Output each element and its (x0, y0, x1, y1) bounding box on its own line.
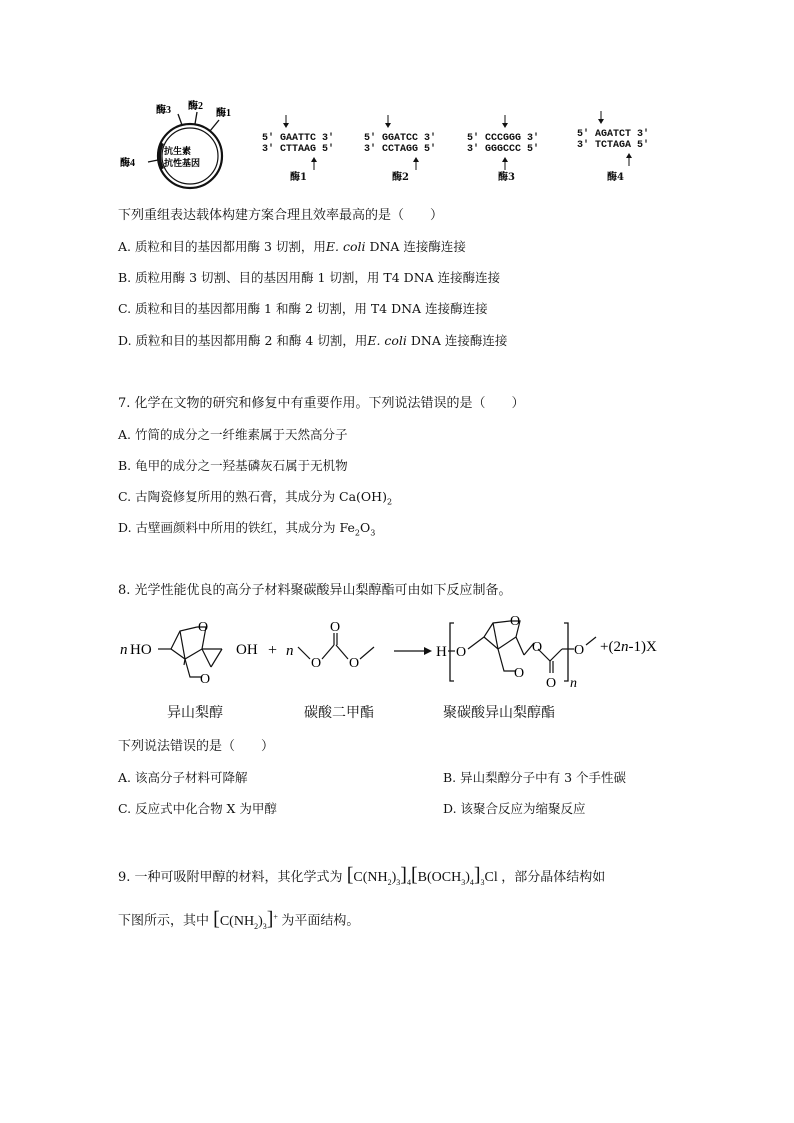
site2-label: 酶2 (392, 172, 409, 183)
site1-label: 酶1 (290, 172, 307, 183)
plasmid-diagram (118, 96, 248, 191)
q9-formula: $[C(NH_2)_3]_4[B(OCH_3)_4]_3Cl$ (346, 864, 498, 887)
bracket-left (450, 623, 454, 681)
site3-label: 酶3 (498, 172, 515, 183)
byproduct-x: +(2n-1)X (600, 639, 657, 655)
q6-option-c: C. 质粒和目的基因都用酶 1 和酶 2 切割，用 T4 DNA 连接酶连接 (118, 301, 488, 316)
q6-option-b: B. 质粒用酶 3 切割、目的基因用酶 1 切割，用 T4 DNA 连接酶连接 (118, 270, 501, 285)
ring-o-top: O (198, 620, 209, 635)
dmc-o2: O (349, 656, 360, 671)
site4-bottom-arrow (577, 152, 657, 166)
isosorbide-structure (158, 627, 222, 677)
gene-label-line2: 抗性基因 (164, 158, 201, 168)
coef-n2: n (286, 643, 294, 659)
plasmid-figure (118, 96, 248, 191)
q8-question: 下列说法错误的是（ ） (118, 739, 275, 754)
q8-reaction-scheme (118, 605, 688, 695)
polymer-o1: O (456, 645, 467, 660)
bracket-right (564, 623, 568, 681)
q6-stem: 下列重组表达载体构建方案合理且效率最高的是（ ） (118, 208, 444, 223)
ho-group: HO (130, 642, 152, 658)
q9-cation: $[C(NH_2)_3]^+$ (213, 907, 278, 931)
site3-bottom-strand: 3′ GGGCCC 5′ (467, 144, 540, 155)
polymer-ring-o-bottom: O (514, 666, 525, 681)
site4-label: 酶4 (607, 172, 624, 183)
enz4-label: 酶4 (120, 158, 135, 169)
enz4-tick (148, 160, 158, 162)
q7-option-b: B. 龟甲的成分之一羟基磷灰石属于无机物 (118, 458, 348, 473)
site1-top-strand: 5′ GAATTC 3′ (262, 133, 335, 144)
site2-top-strand: 5′ GGATCC 3′ (364, 133, 437, 144)
polymer-h: H (436, 644, 447, 660)
reaction-arrowhead (424, 647, 432, 655)
polymer-n: n (570, 676, 577, 691)
q7-option-d: D. 古壁画颜料中所用的铁红，其成分为 $Fe_2O_3$ (118, 520, 376, 538)
plasmid-ring-outer (158, 124, 222, 188)
q8-option-c: C. 反应式中化合物 X 为甲醇 (118, 801, 277, 816)
enz2-label: 酶2 (188, 101, 203, 112)
dmc-o1: O (311, 656, 322, 671)
reaction-svg (118, 605, 688, 695)
site4-bottom-strand: 3′ TCTAGA 5′ (577, 140, 650, 151)
polymer-o-ester: O (532, 640, 543, 655)
bond-methyl (586, 637, 596, 645)
enz1-tick (210, 120, 219, 131)
polymer-ring-o-top: O (510, 614, 521, 629)
q6-option-a: A. 质粒和目的基因都用酶 3 切割，用E. coli DNA 连接酶连接 (118, 239, 466, 254)
oh-group: OH (236, 642, 258, 658)
caption-isosorbide: 异山梨醇 (167, 705, 223, 721)
plasmid-ring-inner (162, 128, 218, 184)
site2-top-arrow (364, 115, 444, 129)
polymer-o-end: O (574, 643, 585, 658)
polymer-o-carbonyl: O (546, 676, 557, 691)
q8-option-d: D. 该聚合反应为缩聚反应 (443, 801, 586, 816)
q9-line1: 9. 一种可吸附甲醇的材料，其化学式为 $[C(NH_2)_3]_4[B(OCH_3)_4]_3Cl$ ，部分晶体结构如 (118, 864, 606, 887)
enz3-label: 酶3 (156, 105, 171, 116)
q8-stem: 8. 光学性能优良的高分子材料聚碳酸异山梨醇酯可由如下反应制备。 (118, 583, 512, 598)
dimethyl-carbonate-structure (298, 633, 374, 659)
q9-line2: 下图所示，其中 $[C(NH_2)_3]^+$ 为平面结构。 (118, 907, 360, 931)
site3-top-arrow (467, 115, 547, 129)
enz3-tick (178, 114, 182, 125)
site4-top-arrow (577, 111, 657, 125)
enz2-tick (195, 112, 197, 124)
caption-polymer: 聚碳酸异山梨醇酯 (443, 705, 555, 721)
q7-option-c: C. 古陶瓷修复所用的熟石膏，其成分为 $Ca(OH)_2$ (118, 489, 393, 507)
q8-option-b: B. 异山梨醇分子中有 3 个手性碳 (443, 770, 627, 785)
q8-option-a: A. 该高分子材料可降解 (118, 770, 248, 785)
coef-n1: n (120, 642, 128, 658)
site3-top-strand: 5′ CCCGGG 3′ (467, 133, 540, 144)
site4-top-strand: 5′ AGATCT 3′ (577, 129, 650, 140)
gene-label-line1: 抗生素 (164, 146, 192, 156)
enz1-label: 酶1 (216, 108, 231, 119)
plus-sign: + (268, 642, 278, 659)
dmc-o-carbonyl: O (330, 620, 341, 635)
q7-stem: 7. 化学在文物的研究和修复中有重要作用。下列说法错误的是（ ） (118, 396, 525, 411)
q6-option-d: D. 质粒和目的基因都用酶 2 和酶 4 切割，用E. coli DNA 连接酶连接 (118, 333, 508, 348)
site1-top-arrow (262, 115, 342, 129)
site2-bottom-strand: 3′ CCTAGG 5′ (364, 144, 437, 155)
q7-option-a: A. 竹简的成分之一纤维素属于天然高分子 (118, 427, 348, 442)
caption-dimethyl-carbonate: 碳酸二甲酯 (304, 705, 374, 721)
site1-bottom-strand: 3′ CTTAAG 5′ (262, 144, 335, 155)
ring-o-bottom: O (200, 672, 211, 687)
